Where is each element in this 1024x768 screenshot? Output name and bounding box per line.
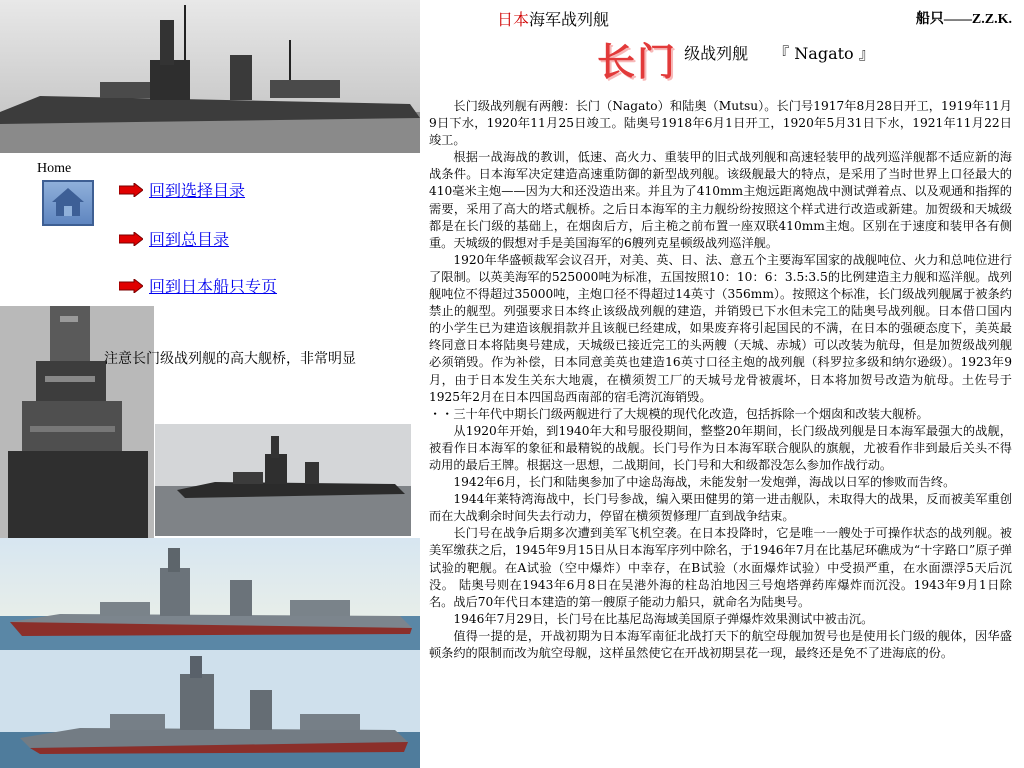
article-paragraph: 长门号在战争后期多次遭到美军飞机空袭。在日本投降时，它是唯一一艘处于可操作状态的战列舰。被美军缴获之后，1945年9月15日从日本海军序列中除名，于1946年7月在比基尼环礁成为“十字路口”原子弹试验的靶舰。在A试验（空中爆炸）中幸存，在B试验（水面爆炸试验）中受损严重，在水面漂浮5天后沉没。 陆奥号则在1943年6月8日在吴港外海的柱岛泊地因三号炮塔弹药库爆炸而沉没。1943年9月1日除名。战后70年代日本建造的第一艘原子能动力船只，就命名为陆奥号。 <box>429 526 1012 609</box>
ship-credit: 船只——Z.Z.K. <box>915 12 1012 27</box>
article-paragraph: 根据一战海战的教训，低速、高火力、重装甲的旧式战列舰和高速轻装甲的战列巡洋舰都不适应新的海战条件。日本海军决定建造高速重防御的新型战列舰。该级舰最大的特点，是采用了当时世界上口径最大的410毫米主炮——因为大和还没造出来。并且为了410mm主炮远距离炮战中测试弹着点、以及观通和指挥的需要，采用了高大的塔式舰桥。之后日本海军的主力舰纷纷按照这个样式进行改造或新建。加贺级和天城级都是在长门级的基础上，在烟囱后方，后主桅之前布置一座双联410mm主炮。区别在于速度和装甲各有侧重。天城级的假想对手是美国海军的6艘列克星顿级战列巡洋舰。 <box>429 150 1012 250</box>
nav-link-japan-ships[interactable]: 回到日本船只专页 <box>149 277 278 296</box>
photo-pagoda-mast <box>0 306 154 538</box>
photo-caption: 注意长门级战列舰的高大舰桥，非常明显 <box>104 351 356 367</box>
article-paragraph: 1944年莱特湾海战中，长门号参战，编入栗田健男的第一进击舰队，未取得大的战果，反而被美军重创而在大战剩余时间失去行动力，停留在横须贺修理厂直到战争结束。 <box>429 492 1012 524</box>
photo-battleship-top <box>0 0 420 153</box>
arrow-right-icon <box>119 232 143 246</box>
article-paragraph: 1920年华盛顿裁军会议召开，对美、英、日、法、意五个主要海军国家的战舰吨位、火力和总吨位进行了限制。以英美海军的525000吨为标准，五国按照10：10：6：3.5:3.5的比例建造主力舰和巡洋舰。战列舰吨位不得超过35000吨，主炮口径不得超过14英寸（356mm）。按照这个标准，长门级战列舰属于被条约禁止的舰型。列强要求日本终止该级战列舰的建造，并销毁已下水但未完工的陆奥号战列舰。日本借口国内的小学生已为建造该舰捐款并且该舰已经建成，如果废弃将引起国民的不满，在日本的强硬态度下，美英最终同意日本将陆奥号建成，天城级已接近完工的头两艘（天城、赤城）可以改装为航母，但是加贺级战列舰必须销毁。作为补偿，日本同意美英也建造16英寸口径主炮的战列舰（科罗拉多级和纳尔逊级）。1923年9月，由于日本发生关东大地震，在横须贺工厂的天城号龙骨被震坏，日本将加贺号改造为航母。土佐号于1925年2月在日本四国岛西南部的宿毛湾沉海销毁。 <box>429 252 1012 404</box>
class-english-name: 『 Nagato 』 <box>773 43 875 63</box>
nav-link-select-catalog[interactable]: 回到选择目录 <box>149 181 246 200</box>
class-suffix: 级战列舰 <box>684 43 749 63</box>
photo-battleship-sea <box>155 424 411 536</box>
page-title-highlight: 日本 <box>497 10 530 29</box>
article-paragraph: 长门级战列舰有两艘：长门（Nagato）和陆奥（Mutsu）。长门号1917年8月28日开工，1919年11月9日下水，1920年11月25日竣工。陆奥号1918年6月1日开工，1920年5月31日下水，1921年11月22日竣工。 <box>429 99 1012 148</box>
nav-item-japan-ships[interactable] <box>119 274 277 297</box>
arrow-right-icon <box>119 183 143 197</box>
article-paragraph: 从1920年开始，到1940年大和号服役期间，整整20年期间，长门级战列舰是日本海军最强大的战舰，被看作日本海军的象征和最精锐的战舰。长门号作为日本海军联合舰队的旗舰，尤被看作非到最后关头不得动用的最后王牌。根据这一思想，二战期间，长门号和大和级都没怎么参加作战行动。 <box>429 423 1012 472</box>
nav-item-select-catalog[interactable] <box>119 178 245 201</box>
photo-painting-battleship-2 <box>0 650 420 768</box>
house-icon <box>44 182 92 224</box>
page-title-rest: 海军战列舰 <box>529 10 610 29</box>
photo-painting-battleship-1 <box>0 538 420 650</box>
article-paragraph: 值得一提的是，开战初期为日本海军南征北战打天下的航空母舰加贺号也是使用长门级的舰体，因华盛顿条约的限制而改为航空母舰，这样虽然使它在开战初期昙花一现，最终还是免不了进海底的份。 <box>429 628 1012 660</box>
article-paragraph: 1942年6月，长门和陆奥参加了中途岛海战，未能发射一发炮弹，海战以日军的惨败而告终。 <box>453 475 956 490</box>
article-paragraph: ・・三十年代中期长门级两舰进行了大规模的现代化改造，包括拆除一个烟囱和改装大舰桥。 <box>429 406 929 421</box>
nav-item-main-catalog[interactable] <box>119 227 229 250</box>
class-name-art: 长门 <box>597 40 678 84</box>
article-body <box>429 98 1012 662</box>
arrow-right-icon <box>119 279 143 293</box>
home-button[interactable] <box>42 180 94 226</box>
page-title <box>497 7 609 30</box>
nav-link-main-catalog[interactable]: 回到总目录 <box>149 230 230 249</box>
article-paragraph: 1946年7月29日，长门号在比基尼岛海域美国原子弹爆炸效果测试中被击沉。 <box>453 611 874 626</box>
home-label: Home <box>37 161 72 176</box>
class-heading <box>597 36 875 88</box>
